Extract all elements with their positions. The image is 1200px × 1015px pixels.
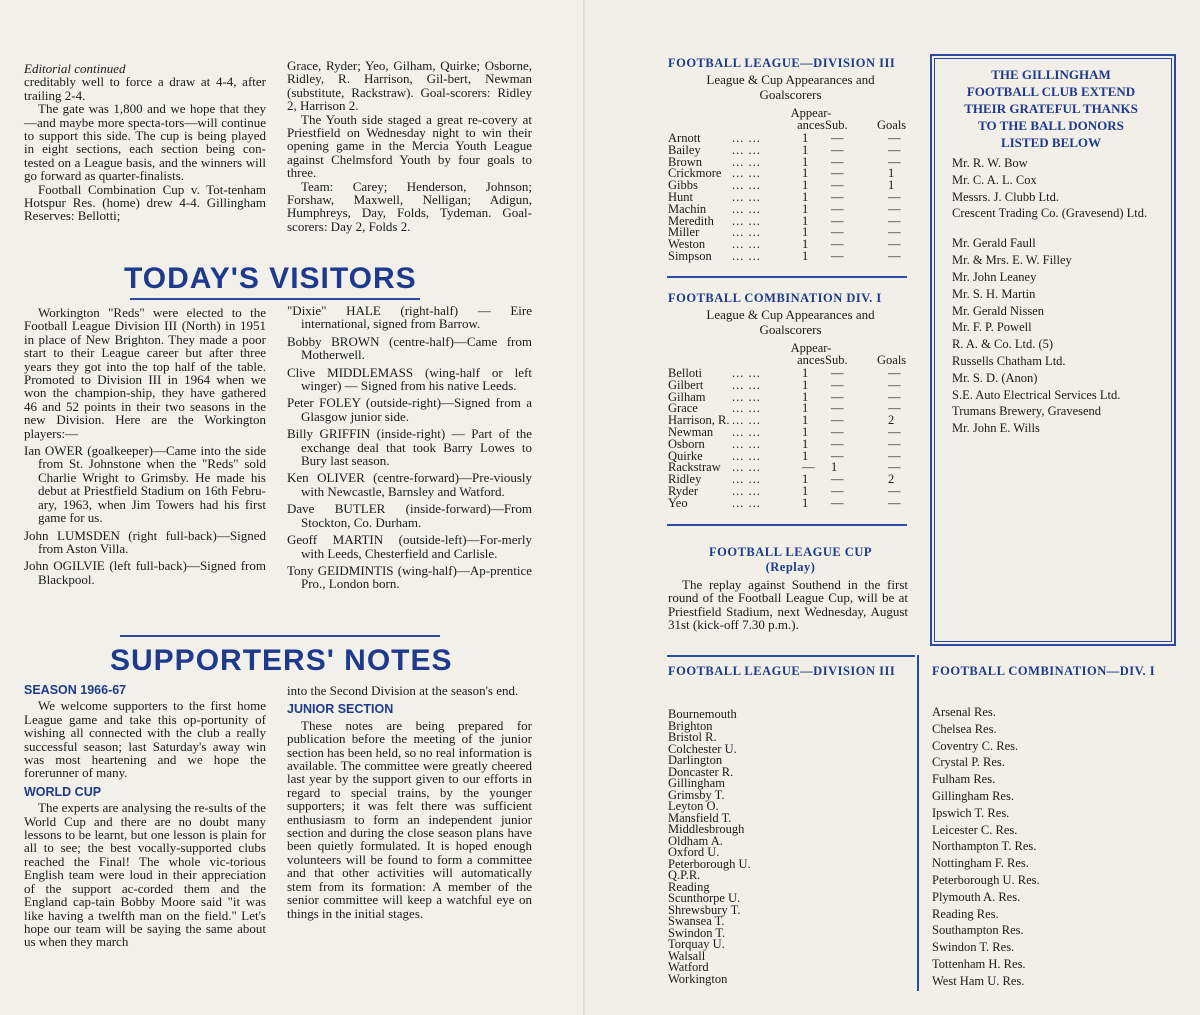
club-name: Shrewsbury T. (668, 902, 741, 917)
goals-cell: — (888, 495, 901, 510)
season-text: We welcome supporters to the first home League game and take this op-portunity of wishing all connected with the club a really successful season; last Saturday's away win was most heartening and we hope the forerunner of many. (24, 698, 266, 781)
editorial-column-1 (24, 62, 266, 223)
league-cup-title: FOOTBALL LEAGUE CUP (709, 545, 872, 559)
club-name: Crystal P. Res. (932, 755, 1005, 770)
club-name: Workington (668, 971, 728, 986)
goals-cell: — (888, 131, 901, 145)
goals-cell: 1 (888, 166, 895, 181)
appearances-cell: 1 (802, 436, 809, 451)
sub-cell: — (831, 213, 844, 228)
club-name: Arsenal Res. (932, 705, 996, 719)
editorial-paragraph: Football Combination Cup v. Tot-tenham Hotspur Res. (home) drew 4-4. Gillingham Reserves: Bellotti; (24, 181, 266, 224)
leader-dots: ... ... (732, 436, 761, 451)
goals-header: Goals (877, 353, 907, 367)
visitors-paragraph: Workington "Reds" were elected to the Football League Division III (North) in 1951 in place of New Brighton. They made a poor start to their League career but after three years they got into the top half of the table. Promoted to Division III in 1964 when we won the champion-ship, they have gathered 46 and 52 points in their two seasons in the new Division. Here are the Workington players:— (24, 305, 266, 441)
sub-cell: — (831, 425, 844, 439)
player-entry: John OGILVIE (left full-back)—Signed from Blackpool. (24, 558, 266, 587)
div3-clubs-list (668, 709, 751, 985)
visitors-column-2 (287, 304, 532, 591)
goals-cell: — (888, 213, 901, 228)
player-entry: Bobby BROWN (centre-half)—Came from Motherwell. (287, 333, 532, 363)
leader-dots: ... ... (732, 366, 761, 380)
leader-dots: ... ... (732, 425, 761, 439)
table-row (668, 462, 913, 474)
player-entry: Tony GEIDMINTIS (wing-half)—Ap-prentice Pro., London born. (287, 562, 532, 592)
player-name: Gilbert (668, 377, 704, 392)
table-row (668, 180, 913, 192)
player-name: Ridley (668, 472, 702, 487)
league-cup-subtitle: (Replay) (765, 560, 816, 574)
sub-cell: — (831, 413, 844, 428)
div3-table-subtitle (668, 72, 913, 102)
club-name: Middlesbrough (668, 822, 745, 836)
sub-cell: — (831, 131, 844, 145)
visitors-title: TODAY'S VISITORS (124, 262, 417, 295)
table-row (668, 486, 913, 498)
appearances-cell: 1 (802, 225, 809, 240)
donor-entry: Crescent Trading Co. (Gravesend) Ltd. (952, 206, 1148, 221)
goals-header: Goals (877, 118, 907, 132)
player-name: Osborn (668, 436, 705, 451)
appearances-cell: 1 (802, 249, 809, 263)
thanks-title-line: TO THE BALL DONORS (978, 118, 1124, 133)
thanks-title-line: THE GILLINGHAM (991, 67, 1111, 82)
club-name: Gillingham (668, 776, 725, 790)
player-entry: Billy GRIFFIN (inside-right) — Part of the exchange deal that took Barry Lowes to Bury last season. (287, 426, 532, 469)
leader-dots: ... ... (732, 377, 761, 392)
donor-entry: Trumans Brewery, Gravesend (952, 404, 1102, 419)
goals-cell: 1 (888, 178, 895, 193)
thanks-title-line: FOOTBALL CLUB EXTEND (966, 84, 1136, 99)
leader-dots: ... ... (732, 166, 761, 181)
player-name: Simpson (668, 249, 712, 263)
club-name: Northampton T. Res. (932, 839, 1037, 854)
club-name: Doncaster R. (668, 764, 734, 779)
div3-clubs-title: FOOTBALL LEAGUE—DIVISION III (668, 664, 896, 678)
club-name: Southampton Res. (932, 923, 1024, 938)
editorial-paragraph: The gate was 1,800 and we hope that they—and maybe more specta-tors—will continue to support this side. The cup is being played in eight sections, each section being con-tested on a League basis, and the winners will go forward as quarter-finalists. (24, 101, 266, 184)
editorial-paragraph: Team: Carey; Henderson, Johnson; Forshaw, Maxwell, Nelligan; Adigun, Humphreys, Day, Folds, Tydeman. Goal-scorers: Day 2, Folds 2. (287, 178, 532, 234)
appearances-cell: 1 (802, 178, 809, 193)
sub-cell: — (831, 448, 844, 463)
junior-heading: JUNIOR SECTION (287, 702, 394, 717)
subtitle-line: League & Cup Appearances and (706, 307, 875, 322)
donor-entry: Mr. S. H. Martin (952, 286, 1036, 301)
player-entry: John LUMSDEN (right full-back)—Signed from Aston Villa. (24, 527, 266, 556)
table-row (668, 213, 913, 228)
sub-cell: — (831, 142, 844, 157)
editorial-paragraph: The Youth side staged a great re-covery at Priestfield on Wednesday night to win their opening game in the Mercia Youth League against Chelmsford Youth by four goals to three. (287, 111, 532, 181)
sub-cell: — (831, 178, 844, 193)
player-name: Weston (668, 237, 706, 252)
editorial-paragraph: creditably well to force a draw at 4-4, after trailing 2-4. (24, 74, 266, 103)
appearances-cell: 1 (802, 472, 809, 487)
donor-entry: Mr. John Leaney (952, 270, 1037, 284)
club-name: Watford (668, 960, 709, 974)
player-entry: Geoff MARTIN (outside-left)—For-merly with Leeds, Chesterfield and Carlisle. (287, 532, 532, 561)
goals-cell: — (888, 366, 901, 380)
club-name: Reading (668, 879, 710, 894)
appearances-cell: 1 (802, 201, 809, 216)
appearances-cell: 1 (802, 389, 809, 404)
goals-cell: — (888, 448, 901, 463)
club-name: West Ham U. Res. (932, 973, 1025, 988)
leader-dots: ... ... (732, 154, 761, 169)
club-name: Fulham Res. (932, 772, 996, 787)
leader-dots: ... ... (732, 495, 761, 510)
supporters-column-1 (24, 684, 266, 949)
sub-cell: — (831, 154, 844, 169)
player-entry: Ian OWER (goalkeeper)—Came into the side from St. Johnstone when the "Reds" sold Charlie Wright to Grimsby. He made his debut at Priestfield Stadium on 16th Febru-ary, 1963, when Jim Towers had his first game for us. (24, 443, 266, 526)
player-name: Rackstraw (668, 460, 721, 475)
club-name: Brighton (668, 718, 713, 733)
player-entry: Clive MIDDLEMASS (wing-half or left winger) — Signed from his native Leeds. (287, 364, 532, 394)
appearances-cell: 1 (802, 366, 809, 380)
goals-cell: — (888, 154, 901, 169)
club-name: Leyton O. (668, 799, 719, 813)
player-name: Machin (668, 201, 707, 216)
column-rule (917, 655, 919, 991)
donor-entry: Mr. John E. Wills (952, 421, 1040, 436)
appearances-cell: 1 (802, 484, 809, 498)
donor-entry: Messrs. J. Clubb Ltd. (952, 189, 1059, 204)
header-line: ances (797, 353, 825, 367)
player-name: Harrison, R. (668, 413, 730, 428)
player-name: Newman (668, 425, 714, 439)
club-name: Tottenham H. Res. (932, 956, 1026, 971)
player-entry: "Dixie" HALE (right-half) — Eire international, signed from Barrow. (287, 303, 532, 332)
goals-cell: 2 (888, 472, 895, 487)
table-row (668, 133, 913, 145)
appearances-cell: 1 (802, 166, 809, 181)
club-name: Oxford U. (668, 845, 720, 859)
player-name: Hunt (668, 190, 693, 204)
sub-cell: — (831, 436, 844, 451)
worldcup-heading: WORLD CUP (24, 784, 102, 799)
junior-text: These notes are being prepared for publication before the meeting of the junior section has been held, so no real information is available. The committee were greatly cheered last year by the support given to our efforts in regard to special trains, by the younger supporters; it was felt there was sufficient enthusiasm to form an independent junior section and during the close season plans have been quietly formulated. It is hoped enough volunteers will be found to form a committee and that other activities will automatically stem from its formation: A member of the senior committee will keep a watchful eye on things in the initial stages. (287, 717, 532, 921)
header-line: Appear- (790, 106, 832, 120)
season-heading: SEASON 1966-67 (24, 683, 127, 697)
player-name: Meredith (668, 213, 714, 228)
appearances-cell: 1 (802, 142, 809, 157)
player-name: Ryder (668, 484, 699, 498)
sub-cell: — (831, 166, 844, 181)
divider (120, 635, 440, 637)
goals-cell: — (888, 401, 901, 416)
appearances-cell: 1 (802, 237, 809, 252)
sub-cell: — (831, 401, 844, 416)
donor-entry: S.E. Auto Electrical Services Ltd. (952, 387, 1121, 402)
leader-dots: ... ... (732, 178, 761, 193)
sub-header: Sub. (825, 353, 848, 367)
donor-entry: Mr. S. D. (Anon) (952, 370, 1038, 385)
table-row (668, 142, 913, 157)
appearances-cell: 1 (802, 413, 809, 428)
editorial-heading: Editorial continued (24, 61, 126, 76)
donor-entry: Mr. R. W. Bow (952, 156, 1028, 170)
leader-dots: ... ... (732, 225, 761, 240)
comb-clubs-title: FOOTBALL COMBINATION—DIV. I (932, 664, 1156, 678)
club-name: Bournemouth (668, 707, 737, 721)
player-entry: Peter FOLEY (outside-right)—Signed from a Glasgow junior side. (287, 395, 532, 424)
club-name: Nottingham F. Res. (932, 856, 1029, 871)
appearances-cell: 1 (802, 154, 809, 169)
subtitle-line: League & Cup Appearances and (706, 72, 875, 87)
appearances-cell: 1 (802, 425, 809, 439)
divider (667, 276, 907, 278)
goals-cell: — (888, 237, 901, 252)
supporters-continued: into the Second Division at the season's end. (287, 683, 519, 698)
right-page (585, 0, 1200, 1015)
sub-cell: — (831, 495, 844, 510)
club-name: Darlington (668, 753, 723, 767)
leader-dots: ... ... (732, 484, 761, 498)
donor-entry: Mr. & Mrs. E. W. Filley (952, 253, 1072, 268)
player-name: Brown (668, 154, 703, 169)
divider (667, 655, 915, 657)
appearances-cell: 1 (802, 213, 809, 228)
goals-cell: — (888, 425, 901, 439)
club-name: Swindon T. (668, 925, 726, 940)
leader-dots: ... ... (732, 413, 761, 428)
club-name: Chelsea Res. (932, 721, 997, 736)
leader-dots: ... ... (732, 201, 761, 216)
appearances-cell: 1 (802, 190, 809, 204)
player-name: Bailey (668, 142, 701, 157)
sub-cell: — (831, 190, 844, 204)
player-name: Arnott (668, 131, 701, 145)
club-name: Gillingham Res. (932, 788, 1014, 803)
supporters-column-2 (287, 684, 532, 920)
club-name: Reading Res. (932, 906, 999, 921)
thanks-title-line: THEIR GRATEFUL THANKS (964, 101, 1138, 116)
club-name: Plymouth A. Res. (932, 889, 1021, 904)
table-row (668, 436, 913, 451)
goals-cell: 2 (888, 413, 895, 428)
table-row (668, 495, 913, 510)
table-row (668, 474, 913, 486)
club-name: Peterborough U. (668, 856, 751, 871)
club-name: Oldham A. (668, 833, 723, 848)
goals-cell: — (888, 389, 901, 404)
leader-dots: ... ... (732, 237, 761, 252)
left-page (0, 0, 585, 1015)
player-name: Belloti (668, 366, 703, 380)
sub-cell: — (831, 366, 844, 380)
leader-dots: ... ... (732, 472, 761, 487)
club-name: Grimsby T. (668, 787, 725, 802)
club-name: Coventry C. Res. (932, 738, 1019, 753)
goals-cell: — (888, 142, 901, 157)
sub-cell: — (831, 225, 844, 240)
goals-cell: — (888, 190, 901, 204)
appearances-cell: 1 (802, 448, 809, 463)
player-name: Miller (668, 225, 700, 240)
leader-dots: ... ... (732, 448, 761, 463)
supporters-title: SUPPORTERS' NOTES (110, 644, 453, 677)
subtitle-line: Goalscorers (759, 87, 822, 102)
donor-entry: Mr. F. P. Powell (952, 320, 1032, 335)
goals-cell: — (888, 201, 901, 216)
donor-entry: Mr. Gerald Nissen (952, 303, 1044, 318)
sub-header: Sub. (825, 118, 848, 132)
thanks-title-line: LISTED BELOW (1000, 135, 1102, 150)
goals-cell: — (888, 460, 901, 475)
worldcup-text: The experts are analysing the re-sults of the World Cup and there are no doubt many lessons to be learnt, but one lesson is plain for all to see; the best vocally-supported clubs reached the Final! The whole vic-torious English team were loud in their appreciation of the support ac-corded them and the England cap-tain Bobby Moore said "it was like having a twelfth man on the field." Let's hope our team will be saying the same about us when they march (24, 800, 266, 950)
club-name: Q.P.R. (668, 868, 701, 882)
club-name: Bristol R. (668, 730, 717, 744)
leader-dots: ... ... (732, 460, 761, 475)
club-name: Walsall (668, 948, 706, 963)
goals-cell: — (888, 225, 901, 240)
sub-cell: — (831, 237, 844, 252)
leader-dots: ... ... (732, 401, 761, 416)
appearances-cell: 1 (802, 131, 809, 145)
club-name: Mansfield T. (668, 810, 732, 825)
leader-dots: ... ... (732, 190, 761, 204)
donor-entry: Mr. C. A. L. Cox (952, 172, 1037, 187)
goals-cell: — (888, 249, 901, 263)
club-name: Torquay U. (668, 937, 725, 951)
leader-dots: ... ... (732, 249, 761, 263)
leader-dots: ... ... (732, 213, 761, 228)
editorial-paragraph: Grace, Ryder; Yeo, Gilham, Quirke; Osborne, Ridley, R. Harrison, Gil-bert, Newman (substitute, Rackstraw). Goal-scorers: Ridley 2, Harrison 2. (287, 58, 532, 114)
leader-dots: ... ... (732, 142, 761, 157)
donor-entry: R. A. & Co. Ltd. (5) (952, 337, 1054, 352)
donor-entry: Russells Chatham Ltd. (952, 354, 1066, 368)
sub-cell: — (831, 249, 844, 263)
table-row (668, 251, 913, 263)
player-name: Gibbs (668, 178, 698, 193)
appearances-cell: 1 (802, 495, 809, 510)
sub-cell: 1 (831, 460, 838, 475)
club-name: Leicester C. Res. (932, 822, 1018, 837)
sub-cell: — (831, 201, 844, 216)
editorial-column-2 (287, 59, 532, 233)
table-row (668, 389, 913, 404)
appearances-cell: 1 (802, 377, 809, 392)
divider (667, 524, 907, 526)
player-entry: Dave BUTLER (inside-forward)—From Stockton, Co. Durham. (287, 501, 532, 530)
club-name: Peterborough U. Res. (932, 872, 1040, 887)
donor-entry: Mr. Gerald Faull (952, 236, 1036, 251)
comb-table-title: FOOTBALL COMBINATION DIV. I (668, 291, 882, 305)
leader-dots: ... ... (732, 389, 761, 404)
club-name: Scunthorpe U. (668, 891, 741, 905)
club-name: Colchester U. (668, 741, 737, 756)
player-name: Grace (668, 401, 698, 416)
player-entry: Ken OLIVER (centre-forward)—Pre-viously with Newcastle, Barnsley and Watford. (287, 470, 532, 499)
leader-dots: ... ... (732, 131, 761, 145)
header-line: Appear- (790, 341, 832, 355)
club-name: Swindon T. Res. (932, 940, 1015, 955)
comb-table-subtitle (668, 307, 913, 337)
goals-cell: — (888, 484, 901, 498)
player-name: Quirke (668, 448, 703, 463)
div3-table-title: FOOTBALL LEAGUE—DIVISION III (668, 56, 896, 70)
league-cup-text-block (668, 578, 908, 632)
league-cup-text: The replay against Southend in the first round of the Football League Cup, will be at Priestfield Stadium, next Wednesday, August 31st (kick-off 7.30 p.m.). (668, 577, 908, 633)
table-row (668, 168, 913, 180)
player-name: Yeo (668, 495, 688, 510)
club-name: Ipswich T. Res. (932, 805, 1010, 820)
player-name: Gilham (668, 389, 706, 404)
divider (130, 298, 420, 300)
appearances-cell: 1 (802, 401, 809, 416)
comb-clubs-list (932, 707, 1040, 993)
thanks-title (935, 66, 1167, 151)
player-name: Crickmore (668, 166, 722, 181)
appearances-cell: — (802, 460, 815, 475)
sub-cell: — (831, 484, 844, 498)
goals-cell: — (888, 377, 901, 392)
club-name: Swansea T. (668, 914, 725, 928)
sub-cell: — (831, 389, 844, 404)
visitors-column-1 (24, 306, 266, 586)
header-line: ances (797, 118, 825, 132)
sub-cell: — (831, 472, 844, 487)
goals-cell: — (888, 436, 901, 451)
sub-cell: — (831, 377, 844, 392)
table-row (668, 368, 913, 380)
subtitle-line: Goalscorers (759, 322, 822, 337)
